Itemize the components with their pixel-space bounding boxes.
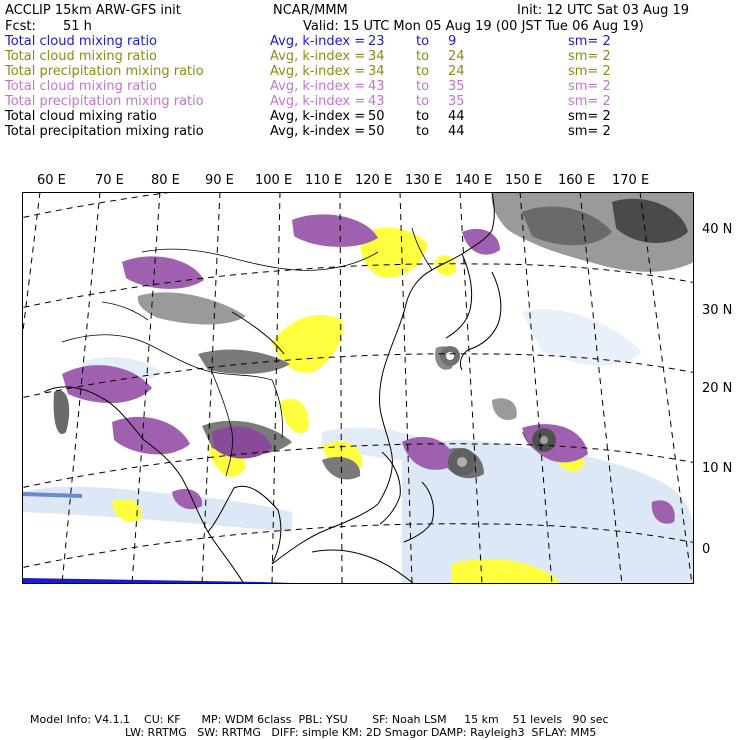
- legend-row-3-k1: 34: [368, 64, 385, 79]
- lon-label-11: 160 E: [558, 173, 596, 188]
- forecast-hours: 51 h: [63, 19, 92, 34]
- legend-row-1-field: Total cloud mixing ratio: [5, 34, 158, 49]
- legend-row-2-field: Total cloud mixing ratio: [5, 49, 158, 64]
- lon-label-12: 170 E: [612, 173, 650, 188]
- legend-row-7-sm: sm= 2: [568, 124, 611, 139]
- valid-time: Valid: 15 UTC Mon 05 Aug 19 (00 JST Tue 06 Aug 19): [303, 19, 644, 34]
- legend-row-1-sm: sm= 2: [568, 34, 611, 49]
- legend-row-5-to: to: [416, 94, 430, 109]
- model-info-line2: LW: RRTMG SW: RRTMG DIFF: simple KM: 2D Smagor DAMP: Rayleigh3 SFLAY: MM5: [125, 726, 597, 739]
- legend-row-5-k2: 35: [448, 94, 465, 109]
- legend-row-7-k2: 44: [448, 124, 465, 139]
- legend-row-6-field: Total cloud mixing ratio: [5, 109, 158, 124]
- legend-row-4-avg: Avg, k-index =: [270, 79, 366, 94]
- lat-label-5: 0: [702, 542, 711, 557]
- legend-row-6-k1: 50: [368, 109, 385, 124]
- init-time: Init: 12 UTC Sat 03 Aug 19: [517, 3, 690, 18]
- legend-row-7-avg: Avg, k-index =: [270, 124, 366, 139]
- legend-row-6-to: to: [416, 109, 430, 124]
- lon-label-8: 130 E: [405, 173, 443, 188]
- legend-row-1-k2: 9: [448, 34, 457, 49]
- legend-row-2-sm: sm= 2: [568, 49, 611, 64]
- legend-row-2-k1: 34: [368, 49, 385, 64]
- legend-row-5-avg: Avg, k-index =: [270, 94, 366, 109]
- organization-label: NCAR/MMM: [273, 3, 348, 18]
- forecast-label: Fcst:: [5, 19, 36, 34]
- legend-row-3-avg: Avg, k-index =: [270, 64, 366, 79]
- lon-label-5: 100 E: [255, 173, 293, 188]
- legend-row-7-field: Total precipitation mixing ratio: [5, 124, 204, 139]
- legend-row-1-to: to: [416, 34, 430, 49]
- legend-row-7-to: to: [416, 124, 430, 139]
- lat-label-3: 20 N: [702, 381, 733, 396]
- map-panel: [22, 192, 694, 584]
- legend-row-5-k1: 43: [368, 94, 385, 109]
- lon-label-2: 70 E: [95, 173, 124, 188]
- legend-row-3-sm: sm= 2: [568, 64, 611, 79]
- lat-label-2: 30 N: [702, 303, 733, 318]
- legend-row-4-to: to: [416, 79, 430, 94]
- lon-label-10: 150 E: [505, 173, 543, 188]
- model-info-line1: Model Info: V4.1.1 CU: KF MP: WDM 6class PBL: YSU SF: Noah LSM 15 km 51 levels 90 sec: [30, 713, 609, 726]
- lon-label-9: 140 E: [455, 173, 493, 188]
- lon-label-7: 120 E: [355, 173, 393, 188]
- lon-label-1: 60 E: [37, 173, 66, 188]
- legend-row-2-avg: Avg, k-index =: [270, 49, 366, 64]
- legend-row-4-k2: 35: [448, 79, 465, 94]
- legend-row-3-k2: 24: [448, 64, 465, 79]
- legend-row-2-k2: 24: [448, 49, 465, 64]
- legend-row-1-k1: 23: [368, 34, 385, 49]
- model-title: ACCLIP 15km ARW-GFS init: [5, 3, 181, 18]
- legend-row-1-avg: Avg, k-index =: [270, 34, 366, 49]
- lon-label-6: 110 E: [305, 173, 343, 188]
- lon-label-4: 90 E: [205, 173, 234, 188]
- legend-row-6-avg: Avg, k-index =: [270, 109, 366, 124]
- legend-row-4-k1: 43: [368, 79, 385, 94]
- legend-row-4-field: Total cloud mixing ratio: [5, 79, 158, 94]
- legend-row-5-field: Total precipitation mixing ratio: [5, 94, 204, 109]
- legend-row-2-to: to: [416, 49, 430, 64]
- legend-row-6-k2: 44: [448, 109, 465, 124]
- legend-row-6-sm: sm= 2: [568, 109, 611, 124]
- legend-row-4-sm: sm= 2: [568, 79, 611, 94]
- lat-label-4: 10 N: [702, 461, 733, 476]
- lon-label-3: 80 E: [151, 173, 180, 188]
- legend-row-3-field: Total precipitation mixing ratio: [5, 64, 204, 79]
- legend-row-5-sm: sm= 2: [568, 94, 611, 109]
- lat-label-1: 40 N: [702, 222, 733, 237]
- legend-row-3-to: to: [416, 64, 430, 79]
- legend-row-7-k1: 50: [368, 124, 385, 139]
